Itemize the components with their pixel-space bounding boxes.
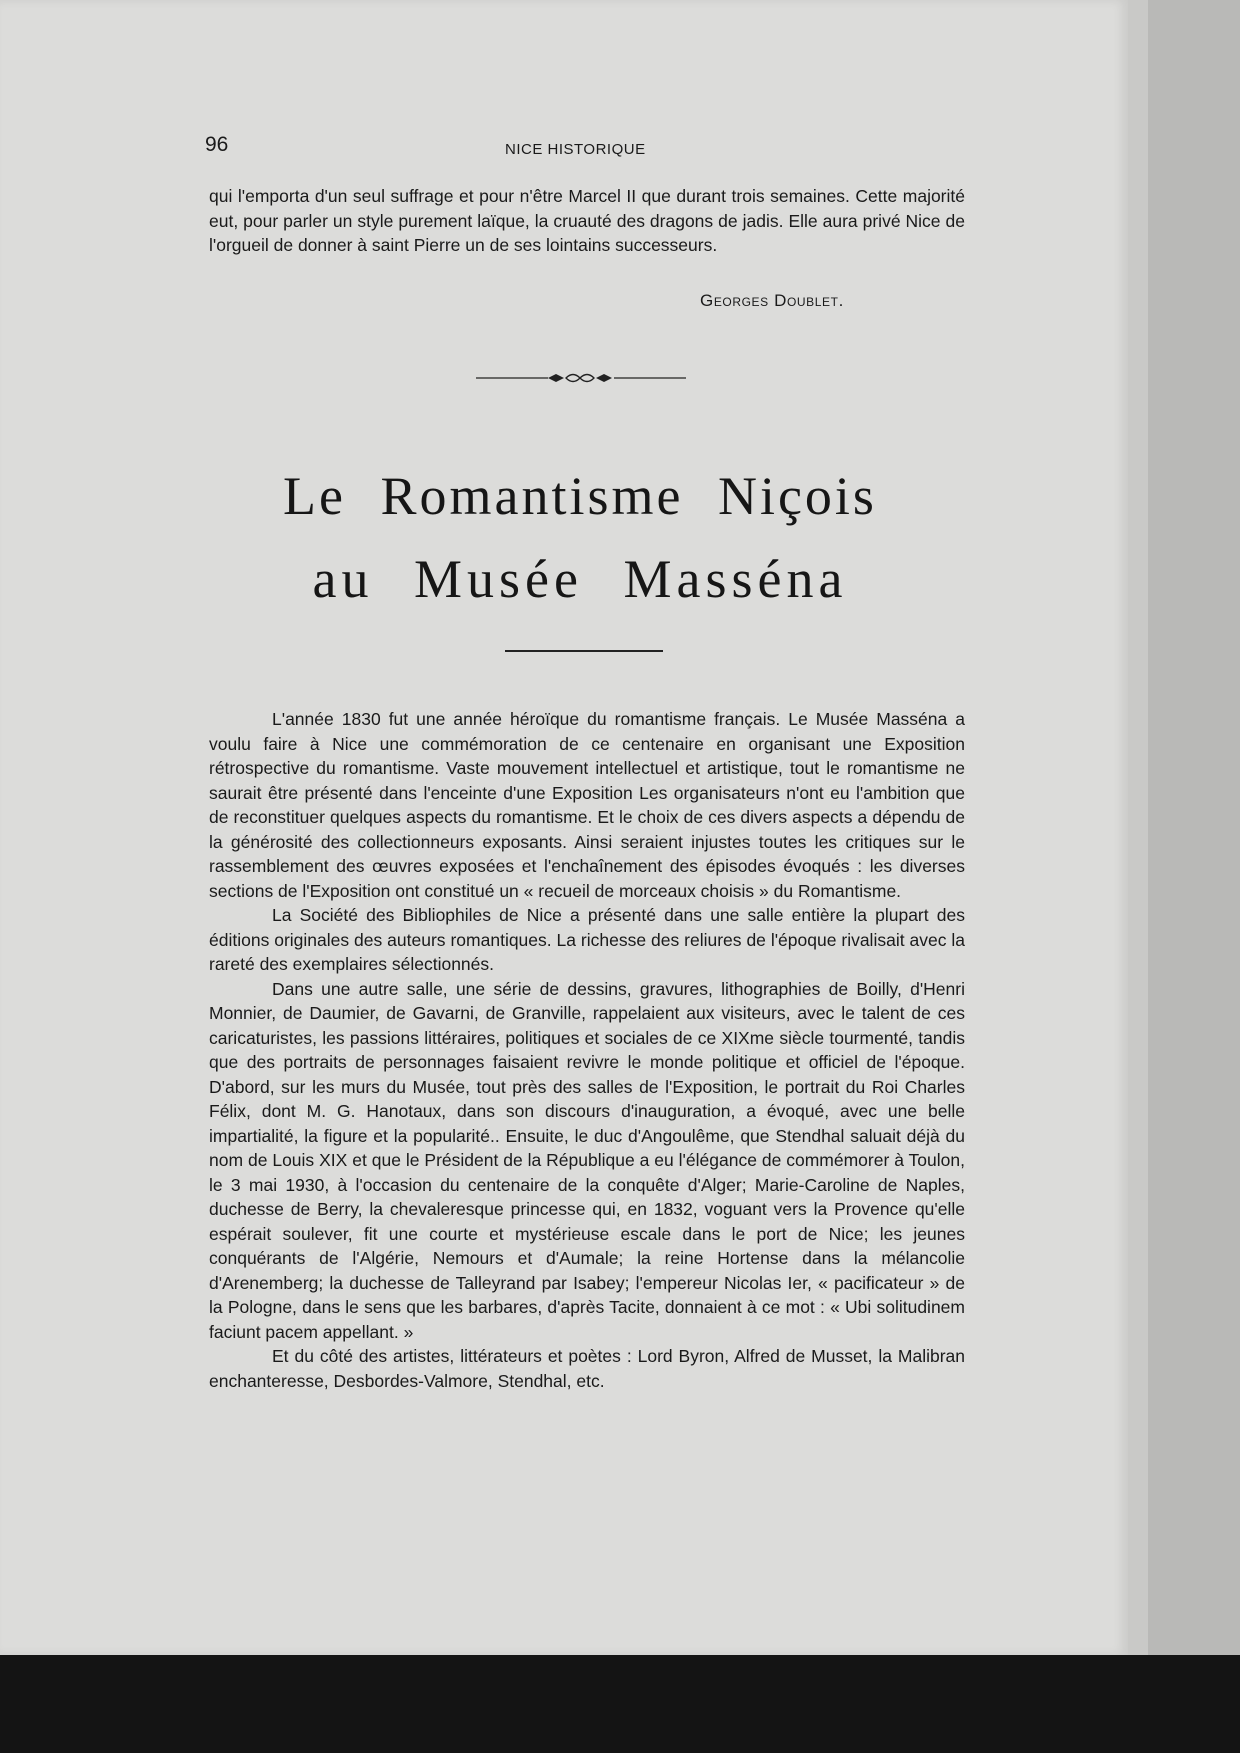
article-paragraph: Dans une autre salle, une série de dessins, gravures, lithographies de Boilly, d'Henri Monnier, de Daumier, de Gavarni, de Granville, rappelaient aux visiteurs, avec le talent de ces caricaturistes, les passions littéraires, politiques et sociales de ce XIXme siècle tourmenté, tandis que des portraits de personnages faisaient revivre le monde politique et officiel de l'époque. D'abord, sur les murs du Musée, tout près des salles de l'Exposition, le portrait du Roi Charles Félix, dont M. G. Hanotaux, dans son discours d'inauguration, a évoqué, avec une belle impartialité, la figure et la popularité.. Ensuite, le duc d'Angoulême, que Stendhal saluait déjà du nom de Louis XIX et que le Président de la République a eu l'élégance de commémorer à Toulon, le 3 mai 1930, à l'occasion du centenaire de la conquête d'Alger; Marie-Caroline de Naples, duchesse de Berry, la chevaleresque princesse qui, en 1832, voguant vers la Provence qu'elle espérait soulever, fit une courte et mystérieuse escale dans le port de Nice; les jeunes conquérants de l'Algérie, Nemours et d'Aumale; la reine Hortense dans la mélancolie d'Arenemberg; la duchesse de Talleyrand par Isabey; l'empereur Nicolas Ier, « pacificateur » de la Pologne, dans le sens que les barbares, d'après Tacite, donnaient à ce mot : « Ubi solitudinem faciunt pacem appellant. » [209, 978, 965, 1342]
author-signature: Georges Doublet. [700, 291, 844, 310]
article-title-line2: au Musée Masséna [312, 549, 848, 609]
running-title: NICE HISTORIQUE [505, 141, 646, 158]
ornament-divider-icon [476, 370, 686, 386]
background-bottom [0, 1655, 1240, 1753]
article-paragraph: La Société des Bibliophiles de Nice a présenté dans une salle entière la plupart des éditions originales des auteurs romantiques. La richesse des reliures de l'époque rivalisait avec la rareté des exemplaires sélectionnés. [209, 905, 965, 974]
page-edge [1128, 0, 1148, 1655]
page-number: 96 [205, 133, 229, 156]
article-paragraph: L'année 1830 fut une année héroïque du romantisme français. Le Musée Masséna a voulu faire à Nice une commémoration de ce centenaire en organisant une Exposition rétrospective du romantisme. Vaste mouvement intellectuel et artistique, tout le romantisme ne saurait être présenté dans l'enceinte d'une Exposition Les organisateurs n'ont eu l'ambition que de reconstituer quelques aspects du romantisme. Et le choix de ces divers aspects a dépendu de la générosité des collectionneurs exposants. Ainsi seraient injustes toutes les critiques sur le rassemblement des œuvres exposées et l'enchaînement des épisodes évoqués : les diverses sections de l'Exposition ont constitué un « recueil de morceaux choisis » du Romantisme. [209, 709, 965, 901]
previous-article-paragraph: qui l'emporta d'un seul suffrage et pour n'être Marcel II que durant trois semaines. Cette majorité eut, pour parler un style purement laïque, la cruauté des dragons de jadis. Elle aura privé Nice de l'orgueil de donner à saint Pierre un de ses lointains successeurs. [209, 186, 965, 255]
article-paragraph: Et du côté des artistes, littérateurs et poètes : Lord Byron, Alfred de Musset, la Malibran enchanteresse, Desbordes-Valmore, Stendhal, etc. [209, 1346, 965, 1391]
title-rule [505, 650, 663, 652]
background-right [1148, 0, 1240, 1655]
previous-article-text [209, 184, 965, 258]
article-title-line1: Le Romantisme Niçois [283, 466, 877, 526]
article-body [209, 707, 965, 1393]
page-header [205, 133, 965, 163]
